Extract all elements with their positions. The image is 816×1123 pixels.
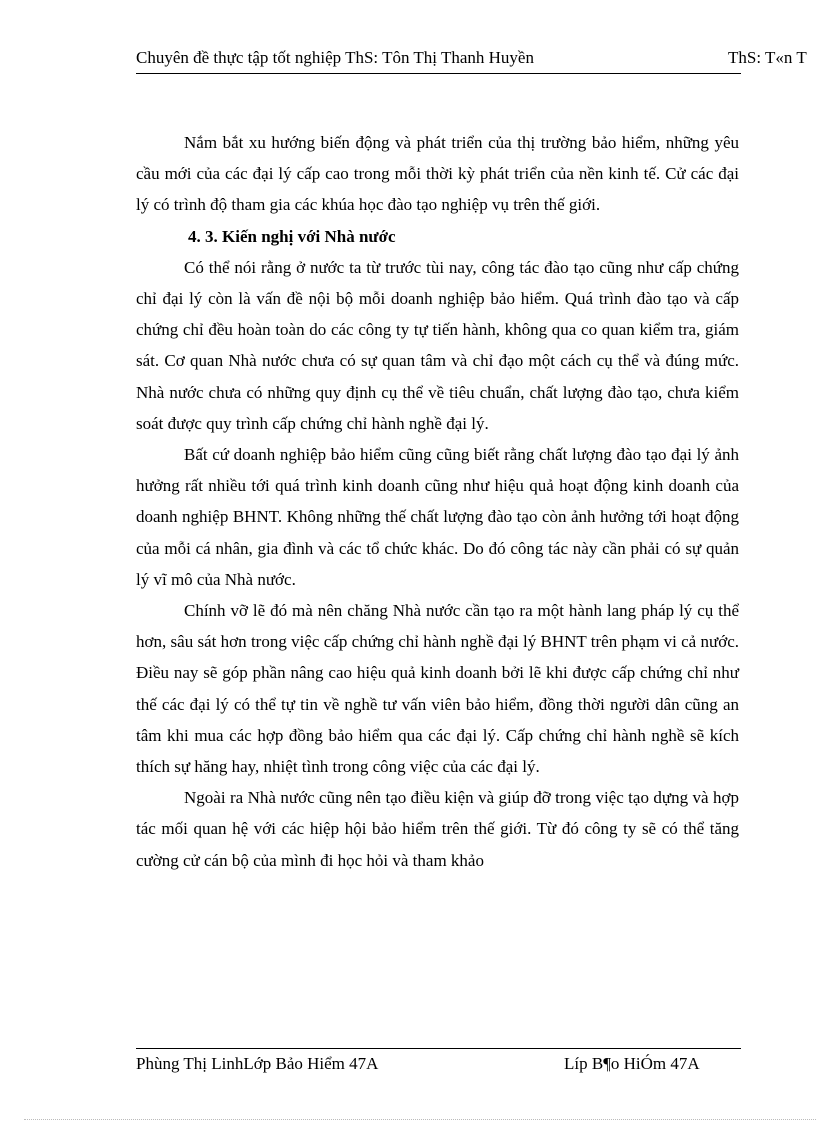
section-heading: 4. 3. Kiến nghị với Nhà nước — [188, 226, 396, 246]
footer-right-text: Líp B¶o HiÓm 47A — [564, 1054, 700, 1073]
header-left-text: Chuyên đề thực tập tốt nghiệp ThS: Tôn Thị Thanh Huyền — [136, 48, 534, 67]
paragraph-3: Bất cứ doanh nghiệp bảo hiểm cũng cũng biết rằng chất lượng đào tạo đại lý ảnh hưởng rất nhiều tới quá trình kinh doanh cũng như hiệu quả hoạt động kinh doanh của doanh nghiệp BHNT. Không những thế chất lượng đào tạo còn ảnh hưởng tới hoạt động của mỗi cá nhân, gia đình và các tổ chức khác. Do đó công tác này cần phải có sự quản lý vĩ mô của Nhà nước. — [136, 445, 739, 589]
paragraph-1: Nắm bắt xu hướng biến động và phát triển của thị trường bảo hiểm, những yêu cầu mới của các đại lý cấp cao trong mỗi thời kỳ phát triển của nền kinh tế. Cử các đại lý có trình độ tham gia các khúa học đào tạo nghiệp vụ trên thế giới. — [136, 133, 739, 215]
page-header — [136, 48, 816, 74]
footer-rule — [136, 1048, 741, 1049]
footer-left-text: Phùng Thị LinhLớp Bảo Hiểm 47A — [136, 1054, 379, 1073]
paragraph-5: Ngoài ra Nhà nước cũng nên tạo điều kiện và giúp đỡ trong việc tạo dựng và hợp tác mối quan hệ với các hiệp hội bảo hiểm trên thế giới. Từ đó công ty sẽ có thể tăng cường cử cán bộ của mình đi học hỏi và tham khảo — [136, 788, 739, 870]
header-right-text: ThS: T«n T — [728, 48, 807, 67]
paragraph-2: Có thể nói rằng ở nước ta từ trước tùi nay, công tác đào tạo cũng như cấp chứng chỉ đại lý còn là vấn đề nội bộ mỗi doanh nghiệp bảo hiểm. Quá trình đào tạo và cấp chứng chỉ đều hoàn toàn do các công ty tự tiến hành, không qua co quan kiểm tra, giám sát. Cơ quan Nhà nước chưa có sự quan tâm và chỉ đạo một cách cụ thể và đúng mức. Nhà nước chưa có những quy định cụ thể về tiêu chuẩn, chất lượng đào tạo, chưa kiểm soát được quy trình cấp chứng chỉ hành nghề đại lý. — [136, 257, 739, 433]
header-rule — [136, 73, 741, 74]
document-body — [136, 127, 739, 876]
page-bottom-edge — [24, 1119, 816, 1120]
paragraph-4: Chính vỡ lẽ đó mà nên chăng Nhà nước cần tạo ra một hành lang pháp lý cụ thể hơn, sâu sát hơn trong việc cấp chứng chỉ hành nghề đại lý BHNT trên phạm vi cả nước. Điều nay sẽ góp phần nâng cao hiệu quả kinh doanh bởi lẽ khi được cấp chứng chỉ như thế các đại lý có thể tự tin về nghề tư vấn viên bảo hiểm, đồng thời người dân cũng an tâm khi mua các hợp đồng bảo hiểm qua các đại lý. Cấp chứng chỉ hành nghề sẽ kích thích sự hăng hay, nhiệt tình trong công việc của các đại lý. — [136, 601, 739, 777]
